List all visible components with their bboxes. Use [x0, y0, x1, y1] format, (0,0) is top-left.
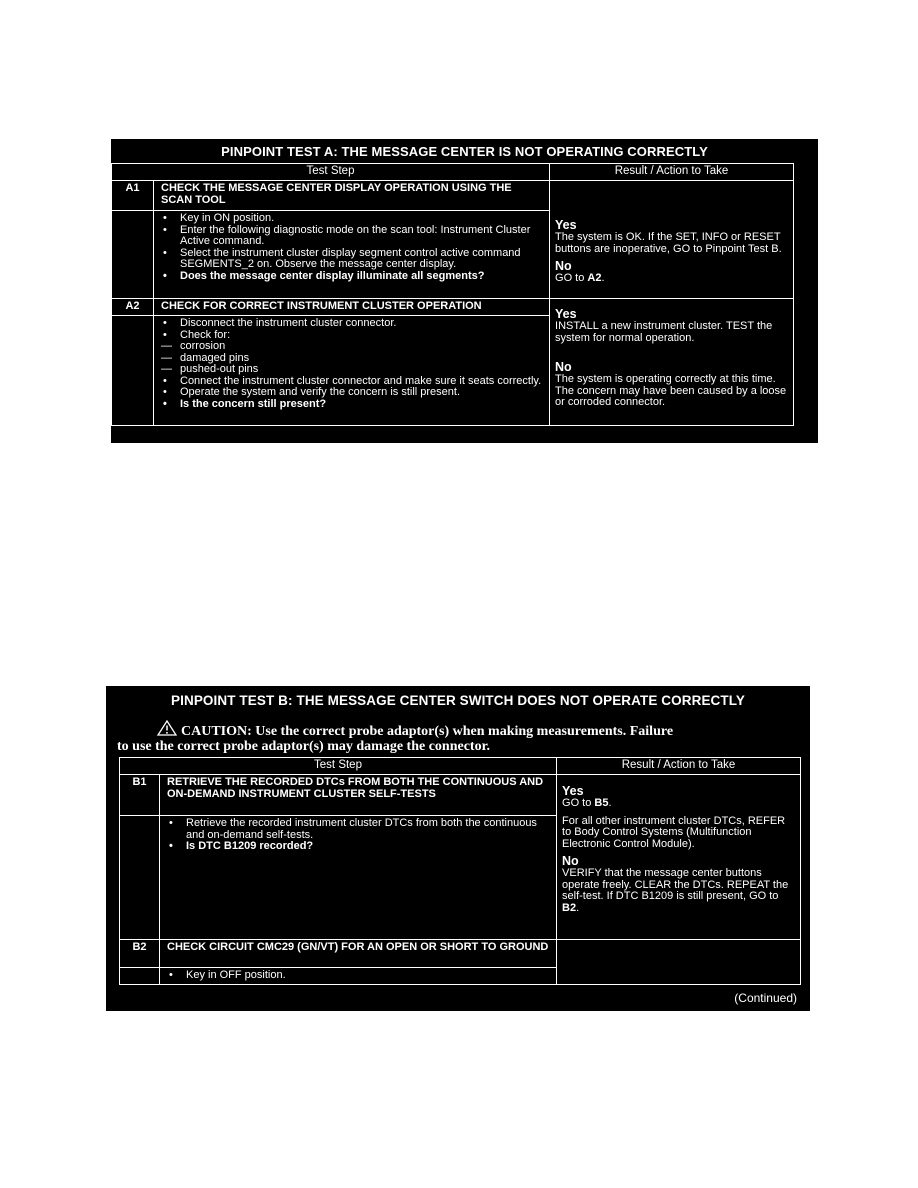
list-item-question: • Is DTC B1209 recorded?: [167, 841, 550, 853]
pinpoint-test-b-panel: [106, 686, 810, 1011]
list-item: • Key in ON position.: [161, 213, 543, 225]
yes-text: The system is OK. If the SET, INFO or RESET buttons are inoperative, GO to Pinpoint Test B.: [555, 231, 782, 255]
list-item: • Retrieve the recorded instrument cluster DTCs from both the continuous and on-demand self-tests.: [167, 818, 550, 841]
list-item-question: • Is the concern still present?: [161, 399, 543, 411]
caution-label: CAUTION:: [181, 724, 252, 739]
yes-text: INSTALL a new instrument cluster. TEST the system for normal operation.: [555, 320, 773, 344]
pinpoint-test-a-panel: [111, 139, 818, 443]
result-header: Result / Action to Take: [557, 758, 801, 775]
step-id-a1: A1: [112, 181, 154, 211]
list-item: • Connect the instrument cluster connector and make sure it seats correctly.: [161, 376, 543, 388]
result-b2: [557, 940, 801, 985]
pinpoint-test-b-title: PINPOINT TEST B: THE MESSAGE CENTER SWITCH DOES NOT OPERATE CORRECTLY: [171, 693, 745, 708]
pinpoint-test-a-table: [111, 163, 794, 426]
step-id-spacer: [120, 816, 160, 940]
step-title-b2: CHECK CIRCUIT CMC29 (GN/VT) FOR AN OPEN OR SHORT TO GROUND: [160, 940, 557, 968]
sub-item: — damaged pins: [161, 353, 543, 365]
step-title-a2: CHECK FOR CORRECT INSTRUMENT CLUSTER OPERATION: [154, 299, 550, 316]
no-text: GO to A2.: [555, 272, 605, 284]
step-title-b1: RETRIEVE THE RECORDED DTCs FROM BOTH THE CONTINUOUS AND ON-DEMAND INSTRUMENT CLUSTER SELF-TESTS: [160, 775, 557, 816]
step-ref-b2: B2: [562, 901, 577, 914]
list-item: • Key in OFF position.: [167, 970, 550, 982]
step-id-spacer: [112, 211, 154, 299]
step-id-spacer: [120, 968, 160, 985]
warning-triangle-icon: [157, 720, 177, 736]
list-item-question: • Does the message center display illuminate all segments?: [161, 271, 543, 283]
list-item: • Operate the system and verify the concern is still present.: [161, 387, 543, 399]
list-item: • Enter the following diagnostic mode on the scan tool: Instrument Cluster Active command.: [161, 225, 543, 248]
no-label: No: [555, 360, 572, 374]
yes-label: Yes: [555, 307, 577, 321]
caution-note: [117, 720, 797, 754]
pinpoint-test-b-table: [119, 757, 801, 985]
result-a2: [550, 299, 794, 426]
continued-label: (Continued): [734, 991, 797, 1005]
test-step-header: Test Step: [112, 164, 550, 181]
result-header: Result / Action to Take: [550, 164, 794, 181]
step-title-a1: CHECK THE MESSAGE CENTER DISPLAY OPERATION USING THE SCAN TOOL: [154, 181, 550, 211]
no-label: No: [555, 259, 572, 273]
result-b1: [557, 775, 801, 940]
steps-a2: [154, 316, 550, 426]
steps-b1: [160, 816, 557, 940]
step-id-b2: B2: [120, 940, 160, 968]
result-a1: [550, 181, 794, 299]
other-dtcs-text: For all other instrument cluster DTCs, REFER to Body Control Systems (Multifunction Electronic Control Module).: [562, 814, 786, 850]
no-label: No: [562, 854, 579, 868]
step-id-b1: B1: [120, 775, 160, 816]
no-text: The system is operating correctly at this time. The concern may have been caused by a loose or corroded connector.: [555, 373, 787, 408]
test-step-header: Test Step: [120, 758, 557, 775]
steps-b2: [160, 968, 557, 985]
caution-line-1: Use the correct probe adaptor(s) when making measurements. Failure: [255, 724, 674, 739]
step-ref-b5: B5: [594, 797, 609, 809]
sub-item: — pushed-out pins: [161, 364, 543, 376]
caution-line-2: to use the correct probe adaptor(s) may damage the connector.: [117, 739, 491, 754]
steps-a1: [154, 211, 550, 299]
sub-item: — corrosion: [161, 341, 543, 353]
list-item: • Check for:: [161, 330, 543, 342]
list-item: • Disconnect the instrument cluster connector.: [161, 318, 543, 330]
list-item: • Select the instrument cluster display segment control active command SEGMENTS_2 on. Observe the message center display.: [161, 248, 543, 271]
step-id-a2: A2: [112, 299, 154, 316]
yes-label: Yes: [562, 784, 584, 798]
yes-label: Yes: [555, 218, 577, 232]
yes-text: GO to B5.: [562, 797, 612, 809]
pinpoint-test-a-title: PINPOINT TEST A: THE MESSAGE CENTER IS NOT OPERATING CORRECTLY: [221, 144, 708, 159]
step-id-spacer: [112, 316, 154, 426]
no-text: VERIFY that the message center buttons operate freely. CLEAR the DTCs. REPEAT the self-test. If DTC B1209 is still present, GO to B2.: [562, 867, 789, 914]
step-ref-a2: A2: [587, 272, 602, 284]
